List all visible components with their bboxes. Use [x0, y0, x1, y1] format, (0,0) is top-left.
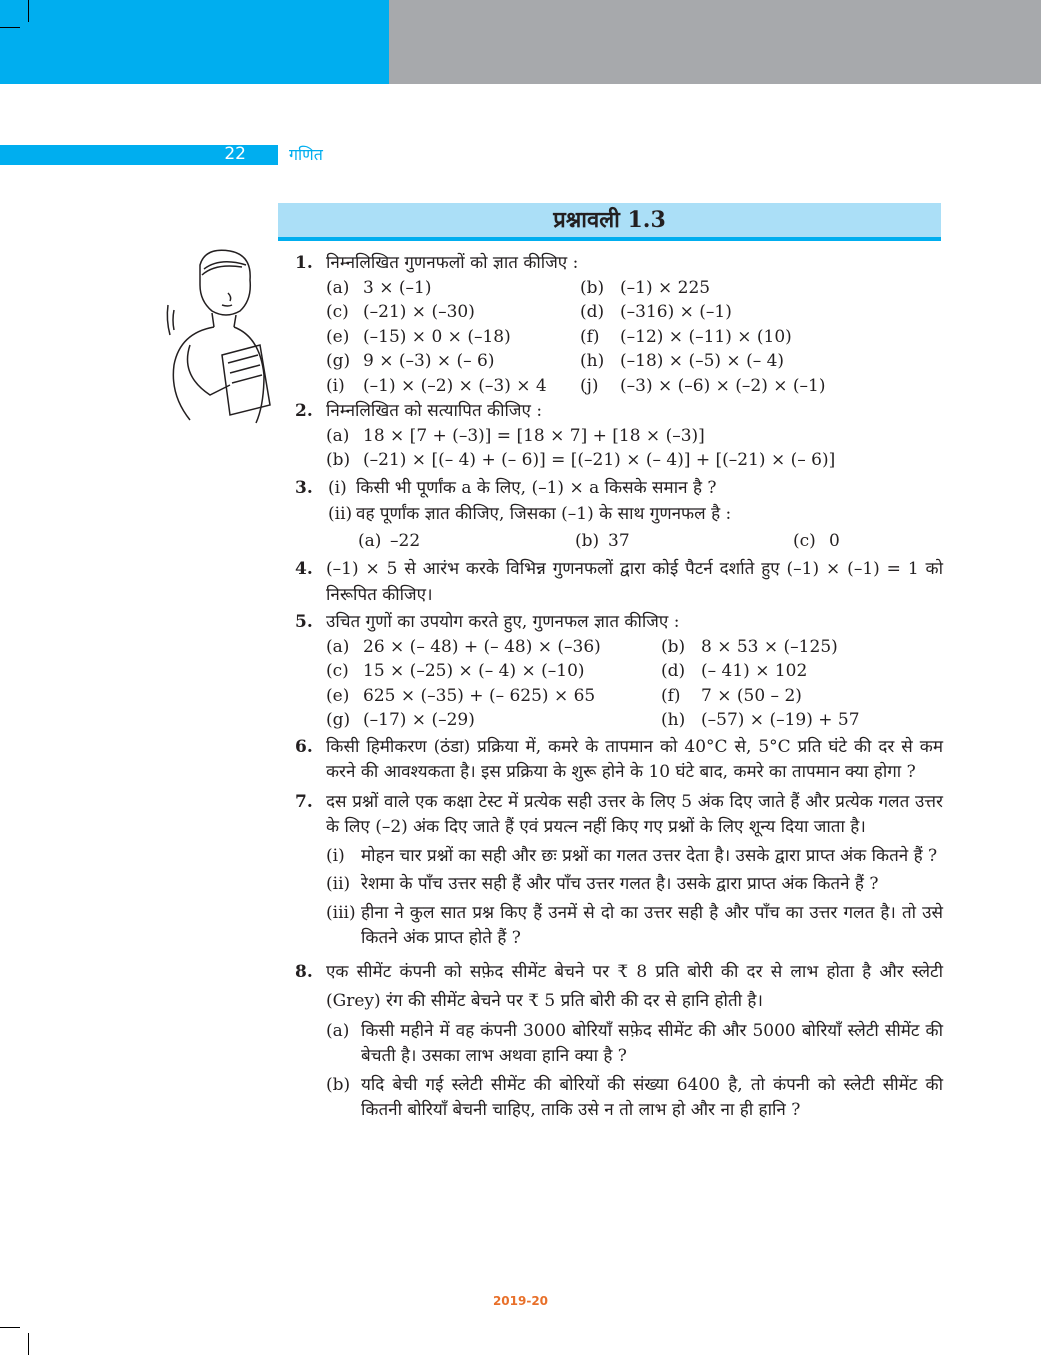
sub-label: (iii): [326, 902, 356, 923]
question-text: निम्नलिखित को सत्यापित कीजिए :: [326, 401, 543, 421]
item-expression: 9 × (–3) × (– 6): [363, 351, 495, 371]
item-label: (b): [661, 636, 686, 657]
item-expression: (–1) × (–2) × (–3) × 4: [363, 375, 547, 396]
question-4: [295, 557, 943, 608]
boy-reading-illustration: [160, 245, 285, 425]
item-label: (d): [661, 661, 686, 681]
item-row: [326, 708, 943, 733]
question-8: [295, 958, 943, 1124]
item-expression: (–15) × 0 × (–18): [363, 326, 511, 347]
item-value: 0: [829, 530, 840, 551]
item-expression: 26 × (– 48) + (– 48) × (–36): [363, 636, 601, 657]
question-3: [295, 476, 943, 554]
running-title: गणित: [289, 145, 323, 164]
question-text: दस प्रश्नों वाले एक कक्षा टेस्ट में प्रत्येक सही उत्तर के लिए 5 अंक दिए जाते हैं और प्रत्येक गलत उत्तर के लिए (–2) अंक दिए जाते हैं एवं प्रयत्न नहीं किए गए प्रश्नों के लिए शून्य दिया जाता है।: [326, 791, 943, 837]
item-value: –22: [390, 530, 421, 551]
item-expression: (–316) × (–1): [620, 302, 732, 322]
item-expression: (–18) × (–5) × (– 4): [620, 351, 785, 371]
title-rule: [278, 237, 941, 241]
item-label: (g): [326, 351, 351, 371]
question-number: 2.: [295, 401, 313, 421]
item-expression: 3 × (–1): [363, 277, 432, 298]
item-row: [326, 374, 943, 399]
sub-text: किसी महीने में वह कंपनी 3000 बोरियाँ सफ़ेद सीमेंट की और 5000 बोरियाँ स्लेटी सीमेंट की बेचती है। उसका लाभ अथवा हानि क्या है ?: [361, 1020, 943, 1066]
item-expression: 625 × (–35) + (– 625) × 65: [363, 685, 596, 706]
item-label: (d): [580, 302, 605, 322]
sub-text: रेशमा के पाँच उत्तर सही हैं और पाँच उत्तर गलत है। उसके द्वारा प्राप्त अंक कितने हैं ?: [361, 874, 879, 894]
item-expression: (–12) × (–11) × (10): [620, 326, 792, 347]
question-2: [295, 399, 943, 473]
question-number: 3.: [295, 477, 313, 498]
item-label: (f): [661, 685, 681, 706]
sub-label: (ii): [328, 504, 353, 524]
item-label: (b): [326, 450, 351, 470]
sub-label: (i): [326, 845, 345, 866]
header-band-grey: [389, 0, 1041, 84]
crop-mark: [0, 27, 20, 28]
item-expression: (–21) × [(– 4) + (– 6)] = [(–21) × (– 4)] + [(–21) × (– 6)]: [363, 450, 836, 470]
question-text: उचित गुणों का उपयोग करते हुए, गुणनफल ज्ञात कीजिए :: [326, 612, 680, 632]
item-label: (c): [326, 661, 349, 681]
question-number: 8.: [295, 961, 313, 982]
item-label: (c): [326, 302, 349, 322]
question-1: [295, 251, 943, 398]
footer-year: 2019-20: [492, 1294, 549, 1308]
item-expression: 8 × 53 × (–125): [701, 636, 838, 657]
question-text: (–1) × 5 से आरंभ करके विभिन्न गुणनफलों द्वारा कोई पैटर्न दर्शाते हुए (–1) × (–1) = 1 को निरूपित कीजिए।: [326, 559, 943, 605]
item-expression: (– 41) × 102: [701, 661, 808, 681]
question-6: [295, 735, 943, 786]
item-expression: 7 × (50 – 2): [701, 685, 802, 706]
item-expression: (–57) × (–19) + 57: [701, 710, 860, 730]
item-label: (f): [580, 326, 600, 347]
item-expression: (–21) × (–30): [363, 302, 475, 322]
item-label: (c): [793, 530, 816, 551]
sub-label: (i): [328, 477, 347, 498]
item-label: (e): [326, 685, 350, 706]
sub-text: यदि बेची गई स्लेटी सीमेंट की बोरियों की संख्या 6400 है, तो कंपनी को स्लेटी सीमेंट की कितनी बोरियाँ बेचनी चाहिए, ताकि उसे न तो लाभ हो और ना ही हानि ?: [361, 1074, 943, 1120]
sub-label: (a): [326, 1020, 350, 1041]
sub-text: वह पूर्णांक ज्ञात कीजिए, जिसका (–1) के साथ गुणनफल है :: [356, 504, 732, 524]
page-number-bar: [0, 145, 278, 165]
question-number: 1.: [295, 253, 313, 273]
page-number: 22: [224, 144, 246, 164]
item-label: (g): [326, 710, 351, 730]
question-7: [295, 790, 943, 952]
item-row: [326, 635, 943, 660]
sub-label: (ii): [326, 874, 351, 894]
item-value: 37: [608, 530, 630, 551]
item-row: [326, 325, 943, 350]
item-expression: 15 × (–25) × (– 4) × (–10): [363, 661, 585, 681]
item-label: (h): [661, 710, 686, 730]
item-row: [326, 684, 943, 709]
question-text: एक सीमेंट कंपनी को सफ़ेद सीमेंट बेचने पर ₹ 8 प्रति बोरी की दर से लाभ होता है और स्लेटी (Grey) रंग की सीमेंट बेचने पर ₹ 5 प्रति बोरी की दर से हानि होती है।: [326, 961, 943, 1011]
question-number: 6.: [295, 736, 313, 757]
item-label: (h): [580, 351, 605, 371]
item-label: (a): [326, 425, 350, 446]
crop-mark: [28, 1333, 29, 1355]
question-text: किसी हिमीकरण (ठंडा) प्रक्रिया में, कमरे के तापमान को 40°C से, 5°C प्रति घंटे की दर से कम करने की आवश्यकता है। इस प्रक्रिया के शुरू होने के 10 घंटे बाद, कमरे का तापमान क्या होगा ?: [326, 736, 943, 782]
item-expression: 18 × [7 + (–3)] = [18 × 7] + [18 × (–3)]: [363, 425, 705, 446]
item-row: [326, 276, 943, 301]
item-expression: (–17) × (–29): [363, 710, 475, 730]
question-number: 5.: [295, 612, 313, 632]
item-row: [326, 300, 943, 325]
item-row: [326, 349, 943, 374]
item-label: (a): [326, 277, 350, 298]
sub-label: (b): [326, 1074, 351, 1095]
question-5: [295, 610, 943, 733]
question-number: 7.: [295, 791, 313, 812]
item-label: (j): [580, 375, 599, 396]
sub-text: मोहन चार प्रश्नों का सही और छः प्रश्नों का गलत उत्तर देता है। उसके द्वारा प्राप्त अंक कितने हैं ?: [361, 845, 938, 866]
sub-text: किसी भी पूर्णांक a के लिए, (–1) × a किसके समान है ?: [356, 477, 717, 498]
item-label: (e): [326, 326, 350, 347]
crop-mark: [0, 1327, 20, 1328]
item-label: (i): [326, 375, 345, 396]
item-label: (b): [575, 530, 600, 551]
item-expression: (–3) × (–6) × (–2) × (–1): [620, 375, 826, 396]
header-band-blue: [0, 0, 389, 84]
item-label: (b): [580, 277, 605, 298]
item-row: [326, 659, 943, 684]
item-expression: (–1) × 225: [620, 277, 711, 298]
sub-text: हीना ने कुल सात प्रश्न किए हैं उनमें से दो का उत्तर सही है और पाँच का उत्तर गलत है। तो उसे कितने अंक प्राप्त होते हैं ?: [361, 902, 943, 948]
item-label: (a): [358, 530, 382, 551]
item-label: (a): [326, 636, 350, 657]
crop-mark: [28, 0, 29, 22]
exercise-title: प्रश्नावली 1.3: [278, 203, 941, 237]
question-text: निम्नलिखित गुणनफलों को ज्ञात कीजिए :: [326, 253, 579, 273]
exercise-content: [295, 250, 943, 1124]
question-number: 4.: [295, 559, 313, 579]
